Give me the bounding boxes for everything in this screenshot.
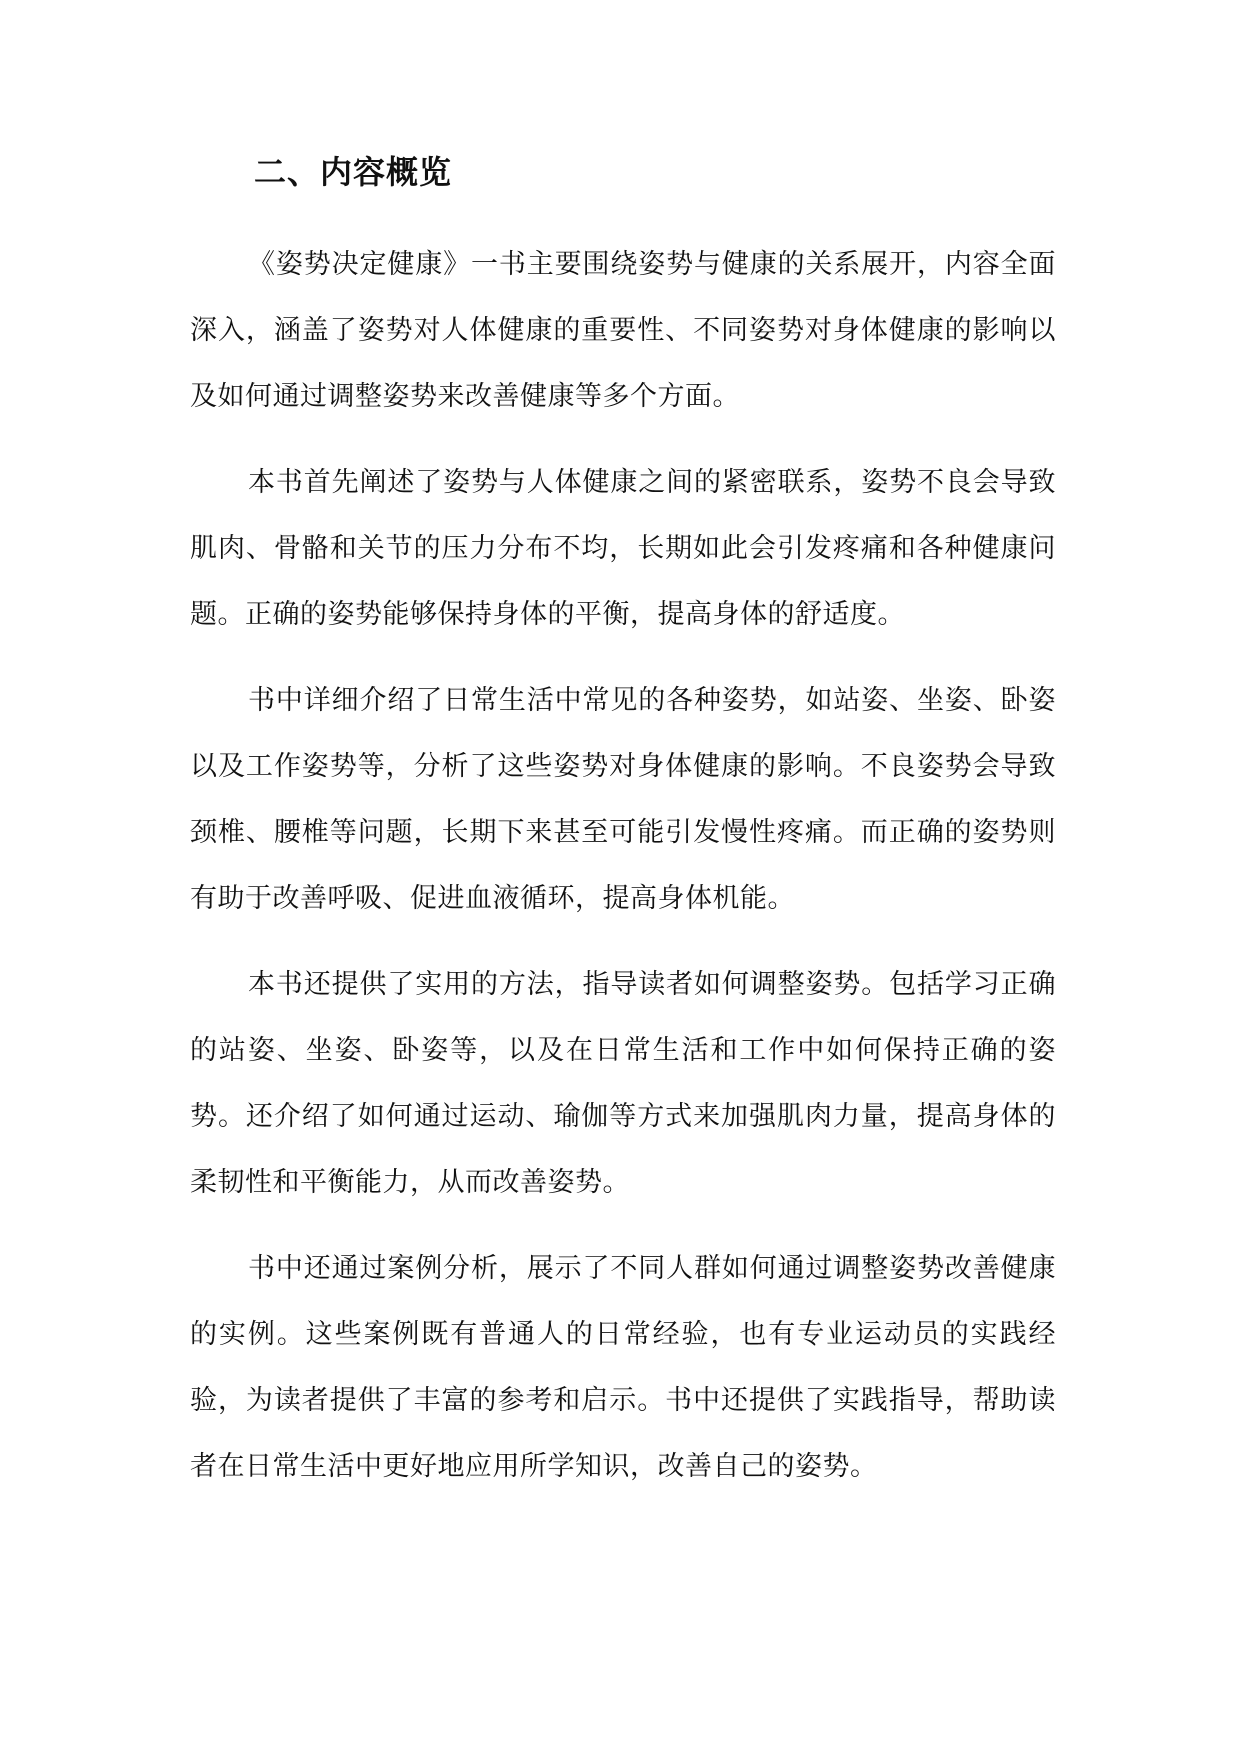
paragraph-common-postures: 书中详细介绍了日常生活中常见的各种姿势，如站姿、坐姿、卧姿以及工作姿势等，分析了这些姿势对身体健康的影响。不良姿势会导致颈椎、腰椎等问题，长期下来甚至可能引发慢性疼痛。而正确的姿势则有助于改善呼吸、促进血液循环，提高身体机能。: [190, 685, 1056, 914]
paragraph-intro: 《姿势决定健康》一书主要围绕姿势与健康的关系展开，内容全面深入，涵盖了姿势对人体健康的重要性、不同姿势对身体健康的影响以及如何通过调整姿势来改善健康等多个方面。: [190, 249, 1056, 412]
paragraph-practical-methods: 本书还提供了实用的方法，指导读者如何调整姿势。包括学习正确的站姿、坐姿、卧姿等，以及在日常生活和工作中如何保持正确的姿势。还介绍了如何通过运动、瑜伽等方式来加强肌肉力量，提高身体的柔韧性和平衡能力，从而改善姿势。: [190, 969, 1056, 1198]
paragraph-posture-health-link: 本书首先阐述了姿势与人体健康之间的紧密联系，姿势不良会导致肌肉、骨骼和关节的压力分布不均，长期如此会引发疼痛和各种健康问题。正确的姿势能够保持身体的平衡，提高身体的舒适度。: [190, 467, 1056, 630]
section-heading: 二、内容概览: [254, 153, 453, 191]
paragraph-case-studies: 书中还通过案例分析，展示了不同人群如何通过调整姿势改善健康的实例。这些案例既有普通人的日常经验，也有专业运动员的实践经验，为读者提供了丰富的参考和启示。书中还提供了实践指导，帮助读者在日常生活中更好地应用所学知识，改善自己的姿势。: [190, 1253, 1056, 1482]
body-text: [190, 232, 1056, 1520]
